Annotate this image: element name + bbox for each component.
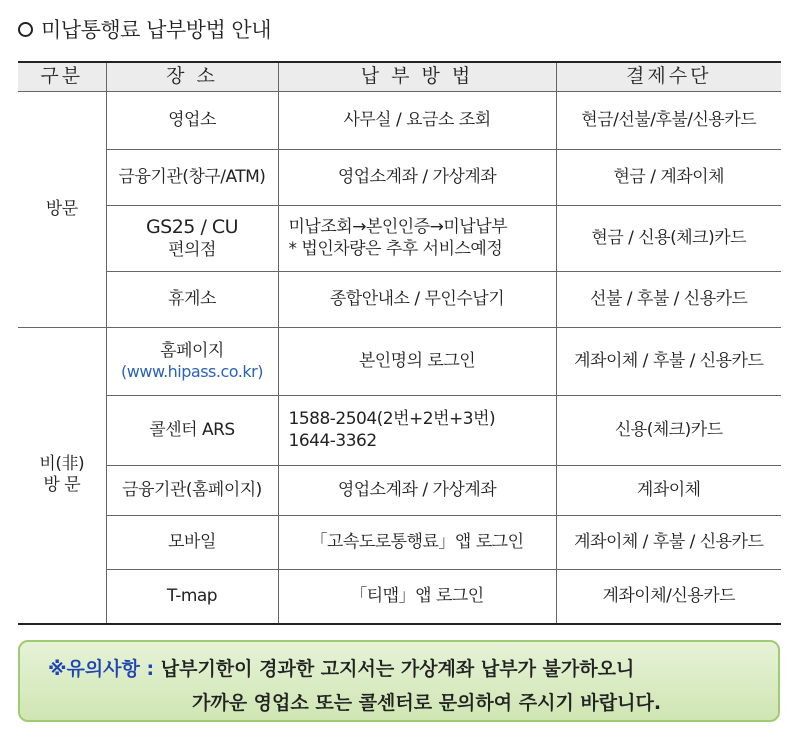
payment-cell: 현금 / 계좌이체 bbox=[556, 150, 781, 206]
notice-label: ※유의사항 : bbox=[48, 658, 155, 680]
heading-text: 미납통행료 납부방법 안내 bbox=[41, 18, 271, 42]
notice-text-2: 가까운 영업소 또는 콜센터로 문의하여 주시기 바랍니다. bbox=[192, 692, 662, 714]
method-cell: 본인명의 로그인 bbox=[278, 328, 556, 396]
place-line: 홈페이지 bbox=[160, 340, 224, 361]
place-cell bbox=[106, 206, 278, 272]
table-row bbox=[18, 516, 781, 570]
payment-cell: 계좌이체 / 후불 / 신용카드 bbox=[556, 516, 781, 570]
category-visit: 방문 bbox=[18, 92, 106, 328]
place-line: GS25 / CU bbox=[145, 216, 239, 238]
header-method: 납 부 방 법 bbox=[278, 62, 556, 92]
payment-cell: 계좌이체 bbox=[556, 466, 781, 516]
method-cell: 영업소계좌 / 가상계좌 bbox=[278, 466, 556, 516]
payment-cell: 계좌이체/신용카드 bbox=[556, 570, 781, 624]
header-category: 구분 bbox=[18, 62, 106, 92]
method-cell: 「티맵」앱 로그인 bbox=[278, 570, 556, 624]
place-cell: 금융기관(창구/ATM) bbox=[106, 150, 278, 206]
table-row bbox=[18, 272, 781, 328]
place-cell: T-map bbox=[106, 570, 278, 624]
method-line: 1588-2504(2번+2번+3번) bbox=[288, 409, 496, 430]
payment-cell: 현금/선불/후불/신용카드 bbox=[556, 92, 781, 150]
header-payment: 결제수단 bbox=[556, 62, 781, 92]
table-row bbox=[18, 396, 781, 466]
category-line: 방 문 bbox=[43, 475, 81, 496]
category-line: 비(非) bbox=[39, 454, 85, 474]
place-cell: 휴게소 bbox=[106, 272, 278, 328]
table-row bbox=[18, 92, 781, 150]
method-line: 미납조회→본인인증→미납납부 bbox=[288, 217, 508, 238]
notice-line-1 bbox=[48, 654, 634, 681]
method-cell: 종합안내소 / 무인수납기 bbox=[278, 272, 556, 328]
method-line: * 법인차량은 추후 서비스예정 bbox=[288, 238, 503, 259]
method-line: 1644-3362 bbox=[288, 430, 377, 451]
place-cell: 영업소 bbox=[106, 92, 278, 150]
payment-cell: 현금 / 신용(체크)카드 bbox=[556, 206, 781, 272]
table-header-row bbox=[18, 62, 781, 92]
table-row bbox=[18, 570, 781, 624]
category-non-visit bbox=[18, 328, 106, 624]
payment-cell: 신용(체크)카드 bbox=[556, 396, 781, 466]
table-row bbox=[18, 206, 781, 272]
method-cell: 사무실 / 요금소 조회 bbox=[278, 92, 556, 150]
page-heading bbox=[18, 14, 271, 44]
place-cell: 모바일 bbox=[106, 516, 278, 570]
method-cell: 「고속도로통행료」앱 로그인 bbox=[278, 516, 556, 570]
homepage-url-link[interactable]: (www.hipass.co.kr) bbox=[121, 362, 263, 382]
circle-bullet-icon bbox=[18, 22, 33, 37]
method-cell bbox=[278, 396, 556, 466]
place-cell: 콜센터 ARS bbox=[106, 396, 278, 466]
method-cell: 영업소계좌 / 가상계좌 bbox=[278, 150, 556, 206]
table-row bbox=[18, 328, 781, 396]
notice-text-1: 납부기한이 경과한 고지서는 가상계좌 납부가 불가하오니 bbox=[160, 658, 635, 680]
table-row bbox=[18, 466, 781, 516]
table-row bbox=[18, 150, 781, 206]
method-cell bbox=[278, 206, 556, 272]
place-cell: 금융기관(홈페이지) bbox=[106, 466, 278, 516]
payment-cell: 계좌이체 / 후불 / 신용카드 bbox=[556, 328, 781, 396]
header-place: 장 소 bbox=[106, 62, 278, 92]
place-cell bbox=[106, 328, 278, 396]
payment-methods-table bbox=[18, 61, 781, 625]
payment-cell: 선불 / 후불 / 신용카드 bbox=[556, 272, 781, 328]
notice-box bbox=[18, 640, 780, 722]
place-line: 편의점 bbox=[168, 239, 216, 260]
